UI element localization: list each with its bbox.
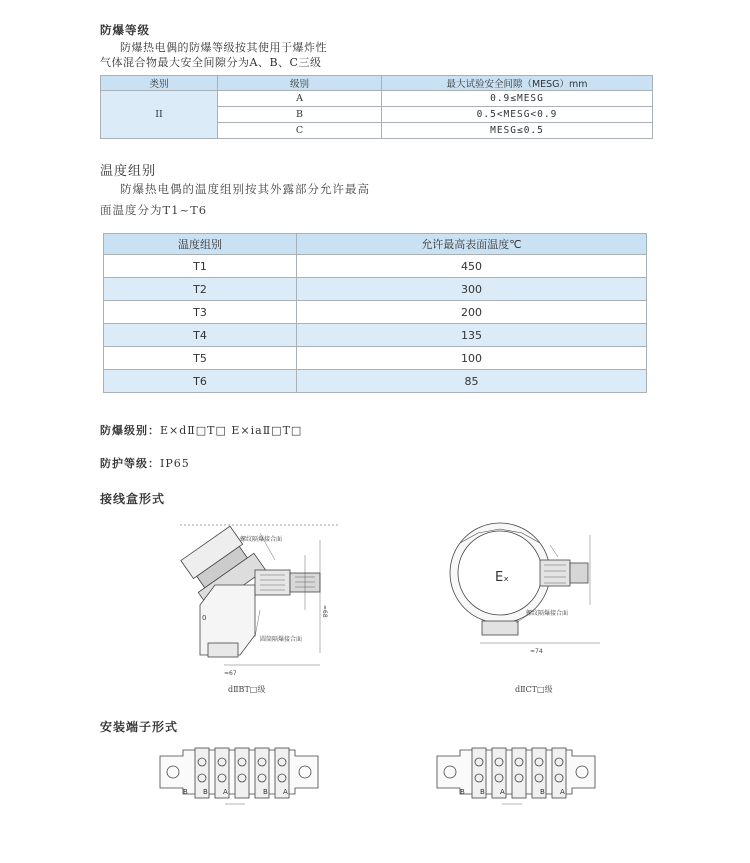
explosion-class-value: E×dⅡ□T□ E×iaⅡ□T□ — [160, 424, 303, 437]
ct-ex-mark: Eₓ — [495, 570, 509, 585]
table-header-cell: 温度组别 — [104, 234, 297, 255]
table-header-row — [101, 76, 653, 91]
terminal-drawing-right — [432, 738, 602, 810]
terminal-label: A — [500, 788, 505, 796]
table-header-cell: 级别 — [218, 76, 382, 91]
explosion-grade-heading: 防爆等级 — [100, 23, 150, 37]
junction-box-bt-drawing — [160, 515, 340, 680]
protection-line — [100, 455, 190, 471]
group-cell: T1 — [104, 255, 297, 278]
terminal-label: B — [480, 788, 485, 796]
junction-box-ct-drawing — [440, 515, 610, 660]
explosion-class-line — [100, 422, 302, 438]
ct-caption: dⅡCT□级 — [515, 685, 553, 694]
explosion-grade-text-1: 防爆热电偶的防爆等级按其使用于爆炸性 — [120, 41, 327, 54]
mesg-cell: 0.9≤MESG — [382, 91, 653, 107]
ct-dim-width: ≈74 — [530, 648, 543, 655]
table-header-cell: 类别 — [101, 76, 218, 91]
level-cell: C — [218, 123, 382, 139]
group-cell: T2 — [104, 278, 297, 301]
level-cell: B — [218, 107, 382, 123]
explosion-grade-text-2: 气体混合物最大安全间隙分为A、B、C三级 — [100, 56, 322, 69]
terminal-label: A — [560, 788, 565, 796]
temp-cell: 450 — [297, 255, 647, 278]
temperature-group-table — [103, 233, 647, 393]
table-header-row — [104, 234, 647, 255]
table-header-cell: 允许最高表面温度℃ — [297, 234, 647, 255]
table-row — [104, 278, 647, 301]
temperature-group-text-1: 防爆热电偶的温度组别按其外露部分允许最高 — [120, 182, 370, 196]
temp-cell: 85 — [297, 370, 647, 393]
terminal-drawing-left — [155, 738, 325, 810]
temperature-group-text-2: 面温度分为T1~T6 — [100, 203, 208, 217]
protection-label: 防护等级： — [100, 457, 160, 470]
mesg-cell: 0.5<MESG<0.9 — [382, 107, 653, 123]
temp-cell: 100 — [297, 347, 647, 370]
bt-label-top: 螺纹隔爆接合面 — [240, 536, 283, 543]
terminal-label: B — [203, 788, 208, 796]
temp-cell: 300 — [297, 278, 647, 301]
bt-caption: dⅡBT□级 — [228, 685, 266, 694]
table-row — [104, 347, 647, 370]
group-cell: T3 — [104, 301, 297, 324]
table-row — [104, 370, 647, 393]
table-row — [104, 255, 647, 278]
terminal-heading: 安装端子形式 — [100, 720, 179, 734]
terminal-label: A — [283, 788, 288, 796]
bt-label-bottom: 圆筒隔爆接合面 — [260, 636, 303, 643]
mesg-cell: MESG≤0.5 — [382, 123, 653, 139]
temperature-group-heading: 温度组别 — [100, 164, 157, 179]
explosion-grade-table — [100, 75, 653, 139]
junction-box-heading: 接线盒形式 — [100, 492, 166, 506]
category-cell: II — [101, 91, 218, 139]
terminal-label: B — [183, 788, 188, 796]
explosion-class-label: 防爆级别： — [100, 424, 160, 437]
bt-dim-width: ≈67 — [224, 670, 237, 677]
temp-cell: 200 — [297, 301, 647, 324]
terminal-label: A — [223, 788, 228, 796]
bt-zero-mark: 0 — [202, 614, 207, 622]
temp-cell: 135 — [297, 324, 647, 347]
table-row — [104, 301, 647, 324]
bt-dim-height: ≈68 — [321, 605, 328, 618]
protection-value: IP65 — [160, 457, 190, 470]
group-cell: T6 — [104, 370, 297, 393]
table-row — [104, 324, 647, 347]
group-cell: T4 — [104, 324, 297, 347]
table-row — [101, 91, 653, 107]
ct-label: 螺纹隔爆接合面 — [526, 610, 569, 617]
terminal-label: B — [263, 788, 268, 796]
table-header-cell: 最大试验安全间隙（MESG）mm — [382, 76, 653, 91]
terminal-label: B — [460, 788, 465, 796]
group-cell: T5 — [104, 347, 297, 370]
terminal-label: B — [540, 788, 545, 796]
level-cell: A — [218, 91, 382, 107]
